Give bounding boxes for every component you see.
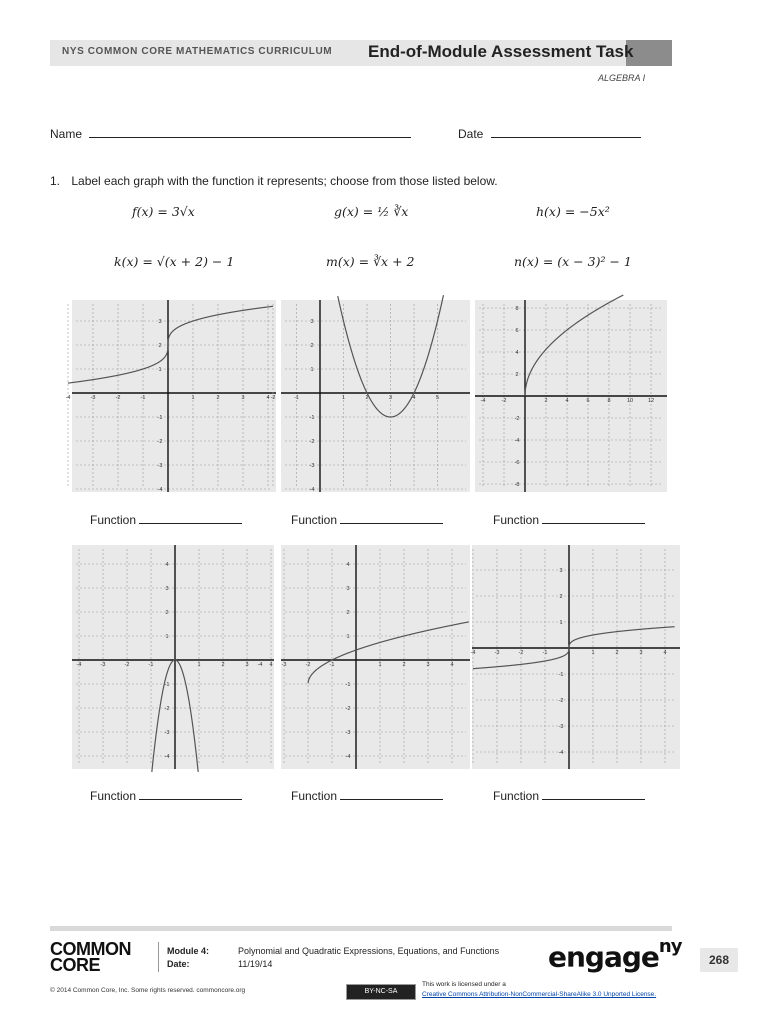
y-tick-label: 1 (158, 367, 162, 373)
answer-label: Function (90, 513, 137, 527)
answer-label: Function (291, 789, 338, 803)
y-tick-label: 3 (165, 586, 169, 592)
y-tick-label: -4 (164, 754, 170, 760)
common-core-logo (50, 941, 131, 973)
graph-panel-3 (475, 300, 667, 492)
function-h: h(x) = −5x² (536, 204, 610, 219)
y-tick-label: -1 (309, 415, 315, 421)
x-tick-label: -2 (501, 398, 507, 404)
x-tick-label: 2 (544, 398, 548, 404)
x-tick-label: 2 (216, 395, 220, 401)
x-tick-label: 3 (388, 395, 393, 401)
y-tick-label: 4 (346, 562, 350, 568)
name-line[interactable] (89, 126, 411, 138)
license-link[interactable]: Creative Commons Attribution-NonCommercial-ShareAlike 3.0 Unported License. (422, 991, 657, 998)
footer-divider (158, 942, 159, 972)
y-tick-label: -2 (558, 698, 564, 704)
answer-blank-4[interactable] (90, 788, 242, 803)
x-tick-label: 4 (565, 398, 569, 404)
y-tick-label: -2 (164, 706, 170, 712)
answer-line[interactable] (340, 512, 443, 524)
answer-blank-1[interactable] (90, 512, 242, 527)
y-tick-label: 2 (559, 594, 563, 600)
name-label: Name (50, 127, 83, 141)
y-tick-label: 4 (515, 350, 519, 356)
y-tick-label: -2 (345, 706, 351, 712)
y-tick-label: -1 (164, 682, 170, 688)
y-tick-label: 1 (559, 620, 563, 626)
y-tick-label: -4 (514, 438, 520, 444)
y-tick-label: 3 (158, 319, 162, 325)
y-tick-label: -4 (558, 750, 564, 756)
x-tick-label: -4 (65, 395, 71, 401)
x-tick-label: -3 (100, 662, 106, 668)
y-tick-label: -4 (345, 754, 351, 760)
y-tick-label: -3 (345, 730, 351, 736)
x-tick-label: 4 (663, 650, 667, 656)
answer-blank-6[interactable] (493, 788, 645, 803)
curriculum-title: NYS COMMON CORE MATHEMATICS CURRICULUM (62, 46, 333, 57)
function-m: m(x) = ∛x + 2 (326, 254, 415, 269)
graph-panel-1 (65, 300, 276, 493)
answer-label: Function (90, 789, 137, 803)
x-tick-label: -4 (257, 662, 263, 668)
x-tick-label: -1 (148, 662, 154, 668)
answer-line[interactable] (340, 788, 443, 800)
y-tick-label: -8 (514, 482, 520, 488)
x-tick-label: 12 (647, 398, 655, 404)
x-tick-label: 2 (402, 662, 406, 668)
function-curve (525, 295, 623, 396)
date-field[interactable] (458, 126, 641, 141)
y-tick-label: 3 (346, 586, 350, 592)
brand-sup: ny (658, 936, 682, 957)
y-tick-label: -6 (514, 460, 520, 466)
subject-label: ALGEBRA I (598, 73, 646, 83)
graph-panel-6 (472, 545, 680, 769)
x-tick-label: 1 (191, 395, 195, 401)
y-tick-label: 6 (515, 328, 519, 334)
graph-6 (472, 545, 680, 769)
x-tick-label: 2 (365, 395, 369, 401)
y-tick-label: 2 (310, 343, 314, 349)
graph-3 (475, 300, 667, 492)
y-tick-label: 4 (165, 562, 169, 568)
module-label: Module 4: (167, 946, 209, 956)
x-tick-label: 6 (586, 398, 590, 404)
y-tick-label: -1 (157, 415, 163, 421)
answer-line[interactable] (139, 512, 242, 524)
x-tick-label: -3 (494, 650, 500, 656)
page-number: 268 (700, 948, 738, 972)
x-tick-label: -1 (140, 395, 146, 401)
x-tick-label: 5 (435, 395, 440, 401)
function-n: n(x) = (x − 3)² − 1 (514, 254, 632, 269)
copyright: © 2014 Common Core, Inc. Some rights reserved. commoncore.org (50, 987, 246, 994)
brand-text: engage (548, 940, 659, 974)
x-tick-label: -1 (329, 662, 335, 668)
y-tick-label: -1 (345, 682, 351, 688)
x-tick-label: 4 (269, 662, 273, 668)
answer-blank-2[interactable] (291, 512, 443, 527)
module-date: 11/19/14 (238, 959, 273, 969)
x-tick-label: -2 (115, 395, 121, 401)
function-g: g(x) = ½ ∛x (334, 204, 409, 219)
graph-panel-4 (72, 545, 274, 769)
x-tick-label: -1 (294, 395, 299, 401)
answer-label: Function (291, 513, 338, 527)
y-tick-label: 3 (310, 319, 314, 325)
y-tick-label: 2 (346, 610, 350, 616)
graph-1 (65, 300, 276, 493)
cc-license-badge[interactable]: BY-NC-SA (346, 984, 416, 1000)
y-tick-label: -3 (157, 463, 163, 469)
graph-5 (257, 545, 470, 769)
x-tick-label: 3 (241, 395, 245, 401)
module-values (238, 945, 499, 971)
x-tick-label: 2 (615, 650, 619, 656)
answer-label: Function (493, 513, 540, 527)
logo-line-1: COMMON (50, 939, 131, 959)
graph-panel-5 (257, 545, 470, 769)
y-tick-label: -4 (157, 487, 163, 493)
x-tick-label: 3 (639, 650, 643, 656)
x-tick-label: 1 (378, 662, 382, 668)
question-1 (50, 174, 498, 188)
x-tick-label: -2 (124, 662, 130, 668)
question-text: Label each graph with the function it represents; choose from those listed below. (71, 174, 498, 188)
graph-panel-2 (270, 300, 470, 493)
x-tick-label: 1 (591, 650, 595, 656)
x-tick-label: -4 (76, 662, 82, 668)
answer-label: Function (493, 789, 540, 803)
answer-line[interactable] (542, 788, 645, 800)
y-tick-label: 2 (515, 372, 519, 378)
x-tick-label: -4 (470, 650, 476, 656)
license-text: This work is licensed under a (422, 981, 506, 988)
graph-4 (72, 545, 274, 769)
x-tick-label: 8 (607, 398, 611, 404)
y-tick-label: -2 (157, 439, 163, 445)
answer-blank-5[interactable] (291, 788, 443, 803)
x-tick-label: 4 (412, 395, 416, 401)
footer-rule (50, 926, 672, 931)
x-tick-label: 4 (450, 662, 454, 668)
x-tick-label: -3 (90, 395, 96, 401)
y-tick-label: 1 (310, 367, 314, 373)
y-tick-label: -2 (309, 439, 315, 445)
question-number: 1. (50, 174, 61, 188)
name-field[interactable] (50, 126, 411, 141)
x-tick-label: 3 (426, 662, 430, 668)
y-tick-label: -3 (309, 463, 315, 469)
x-tick-label: 2 (221, 662, 225, 668)
x-tick-label: 1 (197, 662, 201, 668)
answer-line[interactable] (139, 788, 242, 800)
x-tick-label: -3 (281, 662, 287, 668)
module-title: Polynomial and Quadratic Expressions, Equations, and Functions (238, 946, 500, 956)
y-tick-label: 2 (158, 343, 162, 349)
x-tick-label: -2 (305, 662, 311, 668)
date-label: Date (458, 127, 484, 141)
engageny-logo (548, 936, 682, 974)
function-curve (68, 306, 273, 383)
date-line[interactable] (491, 126, 641, 138)
answer-blank-3[interactable] (493, 512, 645, 527)
date-label-footer: Date: (167, 959, 190, 969)
x-tick-label: 1 (341, 395, 346, 401)
y-tick-label: -1 (558, 672, 564, 678)
y-tick-label: 2 (165, 610, 169, 616)
x-tick-label: 4 (266, 395, 270, 401)
function-f: f(x) = 3√x (132, 204, 195, 219)
y-tick-label: -4 (309, 487, 315, 493)
y-tick-label: 1 (165, 634, 169, 640)
x-tick-label: -2 (270, 395, 276, 401)
y-tick-label: 1 (346, 634, 350, 640)
x-tick-label: -4 (480, 398, 486, 404)
x-tick-label: 3 (245, 662, 249, 668)
function-k: k(x) = √(x + 2) − 1 (114, 254, 235, 269)
y-tick-label: -2 (514, 416, 520, 422)
y-tick-label: -3 (558, 724, 564, 730)
graph-2 (270, 300, 470, 493)
y-tick-label: 3 (559, 568, 563, 574)
x-tick-label: -1 (542, 650, 548, 656)
y-tick-label: -3 (164, 730, 170, 736)
module-labels (167, 945, 209, 971)
answer-line[interactable] (542, 512, 645, 524)
task-title: End-of-Module Assessment Task (368, 42, 634, 61)
x-tick-label: 10 (626, 398, 634, 404)
y-tick-label: 8 (515, 306, 519, 312)
x-tick-label: -2 (518, 650, 524, 656)
logo-line-2: CORE (50, 955, 101, 975)
